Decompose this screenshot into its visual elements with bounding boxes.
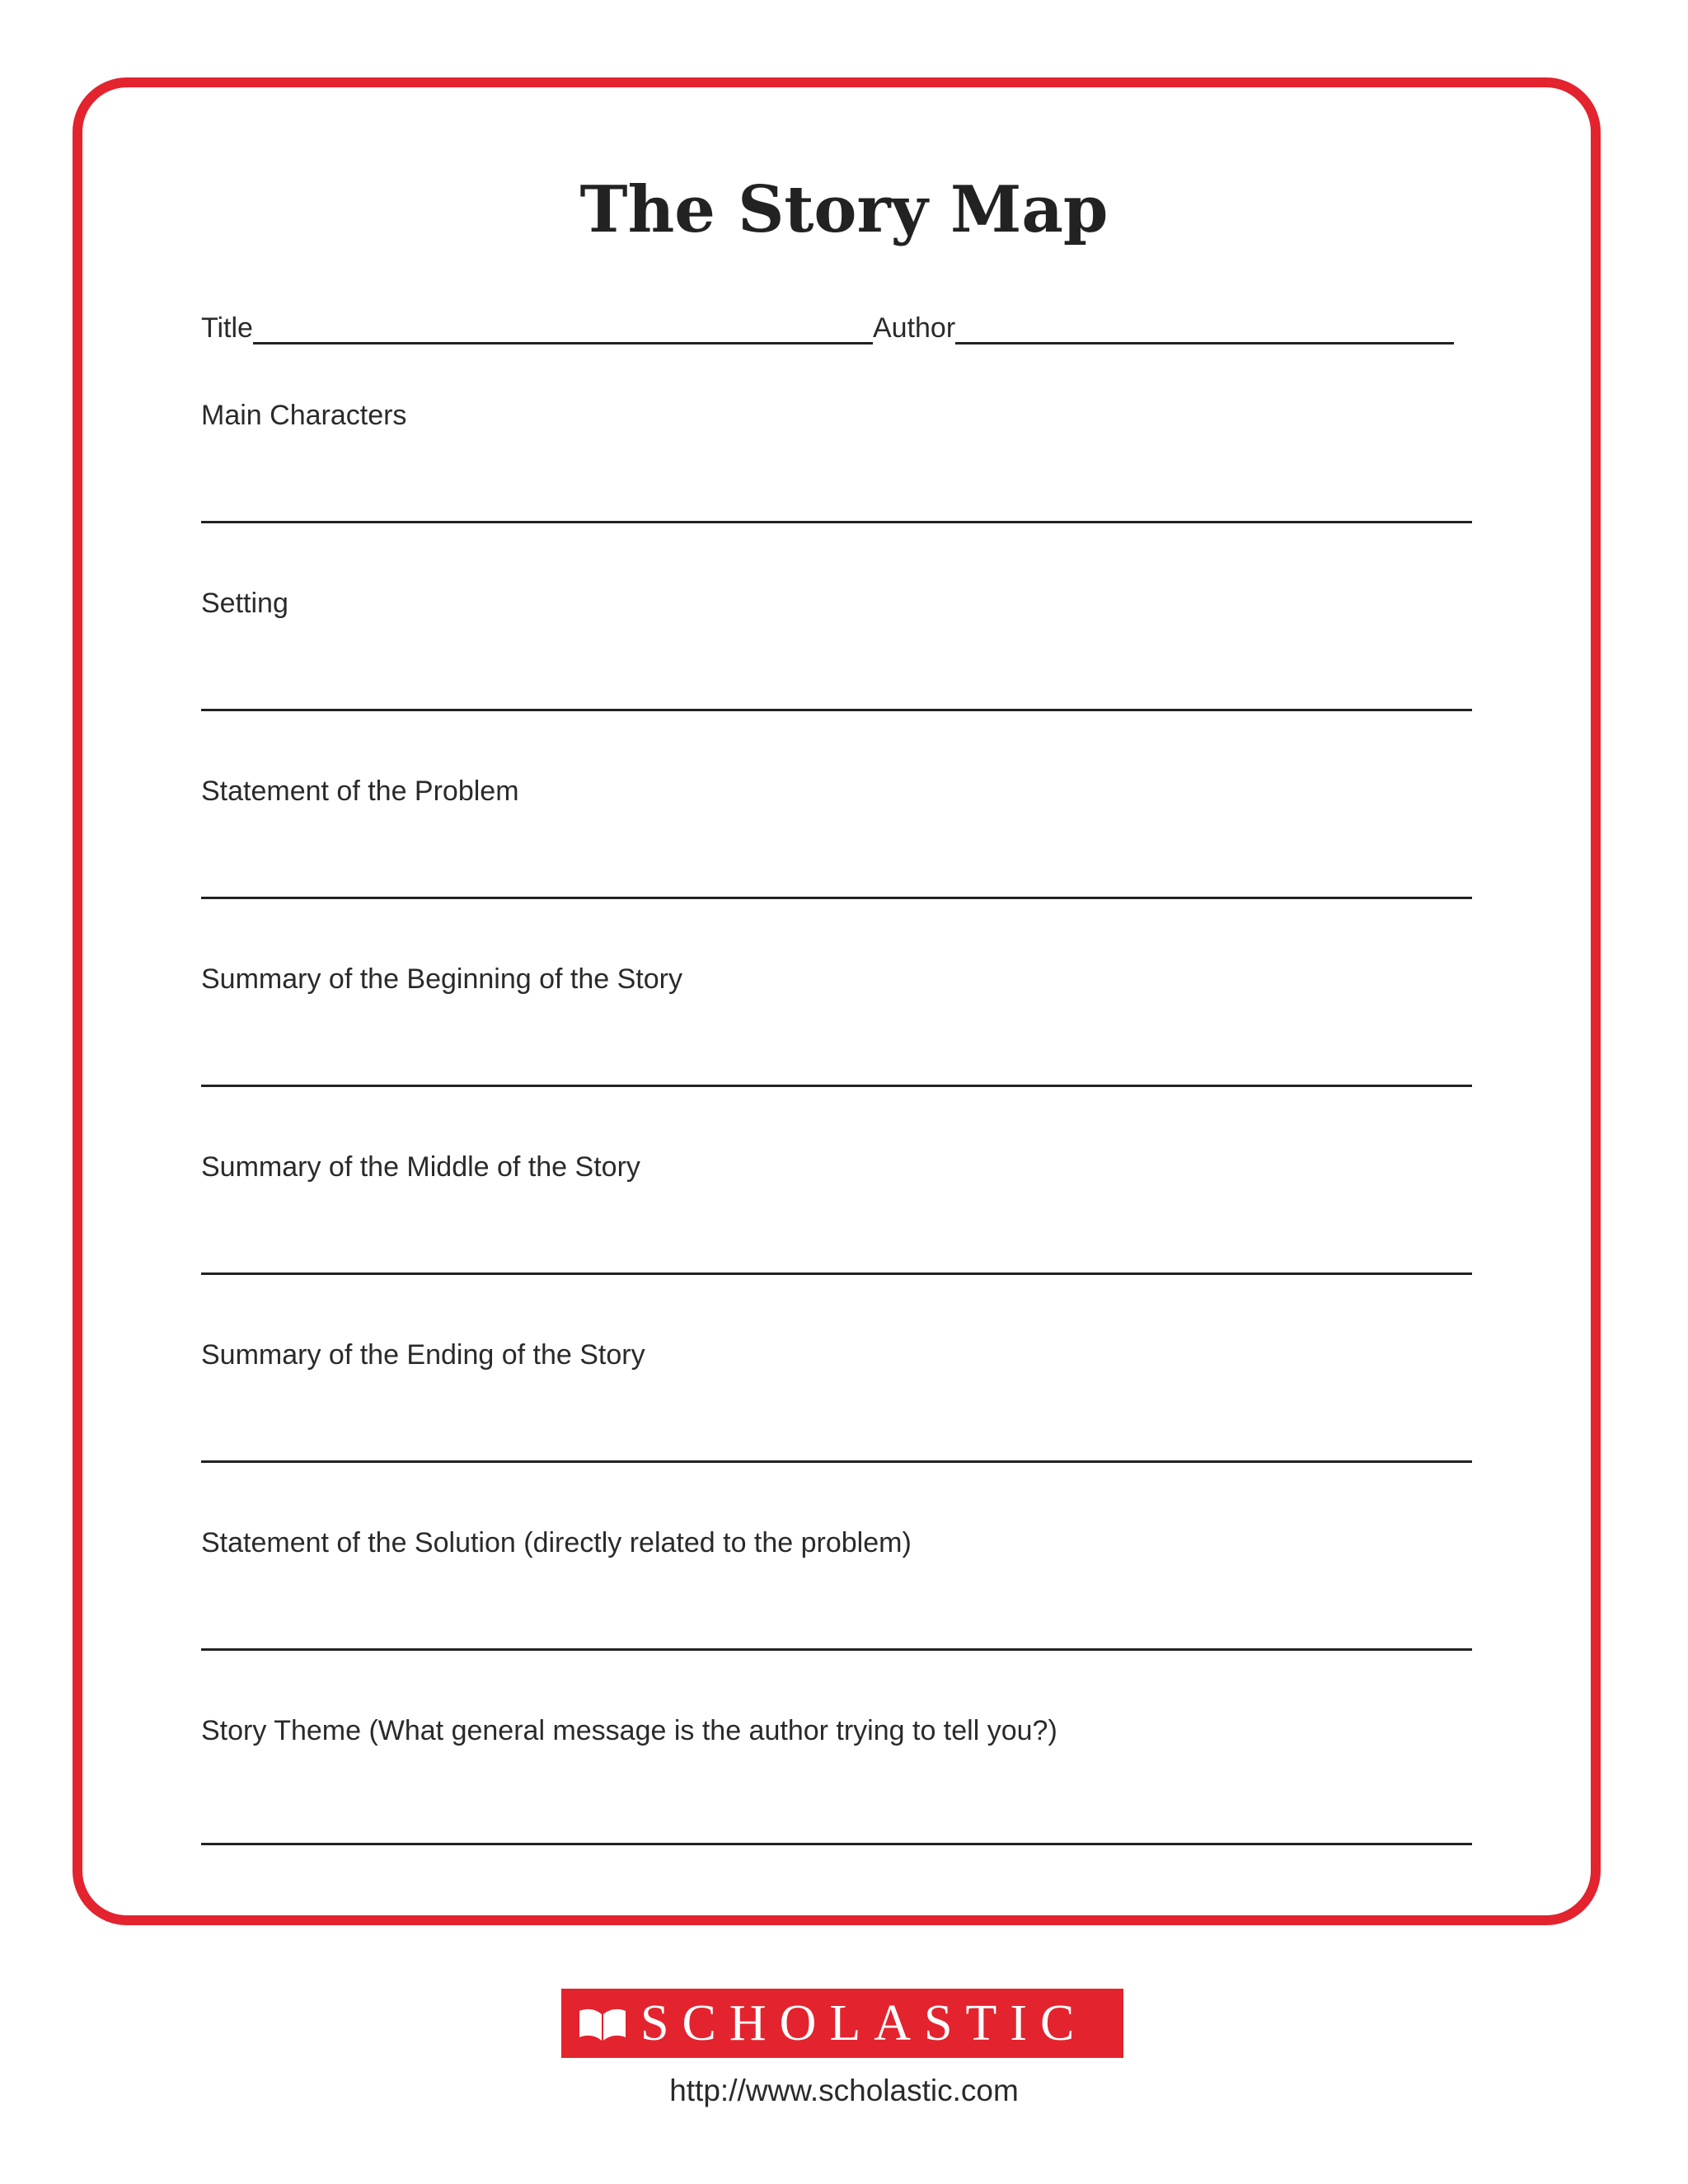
page-title: The Story Map xyxy=(579,172,1109,247)
author-label: Author xyxy=(872,312,956,344)
section-prompt: Statement of the Problem xyxy=(201,776,519,807)
title-label: Title xyxy=(201,312,253,344)
section-beginning xyxy=(201,961,1472,997)
answer-line[interactable] xyxy=(201,1843,1472,1845)
answer-line[interactable] xyxy=(201,897,1472,899)
title-author-row xyxy=(201,303,1470,344)
section-prompt: Main Characters xyxy=(201,400,407,431)
section-prompt: Setting xyxy=(201,588,288,619)
section-solution xyxy=(201,1525,1472,1561)
answer-line[interactable] xyxy=(201,1460,1472,1463)
answer-line[interactable] xyxy=(201,1085,1472,1087)
footer-url[interactable]: http://www.scholastic.com xyxy=(669,2074,1019,2107)
section-prompt: Summary of the Middle of the Story xyxy=(201,1151,640,1183)
answer-line[interactable] xyxy=(201,709,1472,711)
section-middle xyxy=(201,1149,1472,1185)
answer-line[interactable] xyxy=(201,521,1472,523)
section-prompt: Statement of the Solution (directly related to the problem) xyxy=(201,1527,912,1558)
section-ending xyxy=(201,1337,1472,1373)
section-setting xyxy=(201,585,1472,621)
section-prompt: Summary of the Beginning of the Story xyxy=(201,963,682,995)
section-prompt: Summary of the Ending of the Story xyxy=(201,1339,645,1371)
section-theme xyxy=(201,1713,1472,1749)
scholastic-logo xyxy=(561,1989,1123,2058)
title-fill-line[interactable] xyxy=(253,311,873,344)
author-fill-line[interactable] xyxy=(955,311,1454,344)
section-problem xyxy=(201,773,1472,809)
answer-line[interactable] xyxy=(201,1648,1472,1651)
logo-text: SCHOLASTIC xyxy=(640,1995,1088,2051)
open-book-icon xyxy=(576,2003,629,2044)
section-prompt: Story Theme (What general message is the author trying to tell you?) xyxy=(201,1715,1057,1746)
section-main-characters xyxy=(201,397,1472,434)
answer-line[interactable] xyxy=(201,1272,1472,1275)
